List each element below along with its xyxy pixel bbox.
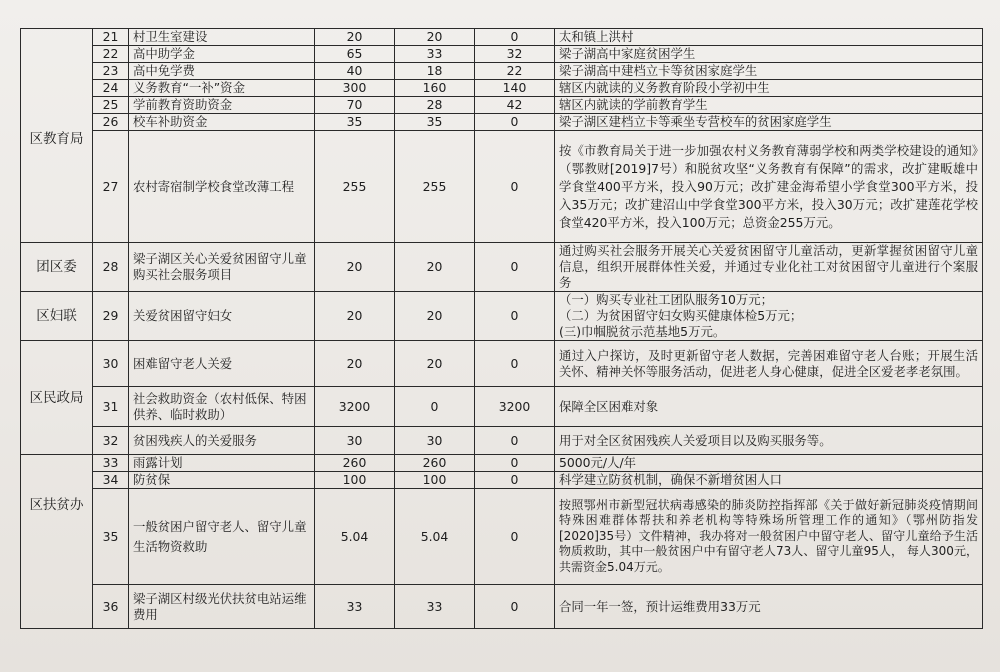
note-text: 梁子湖区建档立卡等乘坐专营校车的贫困家庭学生	[555, 114, 983, 131]
note-text: 按照鄂州市新型冠状病毒感染的肺炎防控指挥部《关于做好新冠肺炎疫情期间特殊困难群体帮扶和养老机构等特殊场所管理工作的通知》（鄂州防指发[2020]35号）文件精神，我办将对一般贫困户中留守老人、留守儿童给予生活物质救助，其中一般贫困户中有留守老人73人、留守儿童95人， 每人300元，共需资金5.04万元。	[555, 489, 983, 585]
total-amount: 260	[315, 455, 395, 472]
row-number: 32	[93, 427, 129, 455]
amount-col2: 0	[475, 29, 555, 46]
table-row	[21, 472, 983, 489]
dept-cell-civil-affairs	[21, 341, 93, 455]
row-number: 30	[93, 341, 129, 387]
row-number: 21	[93, 29, 129, 46]
amount-col2: 0	[475, 292, 555, 341]
row-number: 26	[93, 114, 129, 131]
total-amount: 5.04	[315, 489, 395, 585]
table-row	[21, 341, 983, 387]
row-number: 31	[93, 387, 129, 427]
note-text: 合同一年一签，预计运维费用33万元	[555, 585, 983, 629]
total-amount: 33	[315, 585, 395, 629]
item-name: 高中助学金	[129, 46, 315, 63]
amount-col1: 28	[395, 97, 475, 114]
item-name: 关爱贫困留守妇女	[129, 292, 315, 341]
total-amount: 20	[315, 341, 395, 387]
amount-col2: 0	[475, 472, 555, 489]
note-line: (三)巾帼脱贫示范基地5万元。	[559, 324, 726, 339]
amount-col2: 0	[475, 585, 555, 629]
total-amount: 70	[315, 97, 395, 114]
dept-label: 区扶贫办	[29, 497, 84, 513]
amount-col2: 0	[475, 114, 555, 131]
total-amount: 300	[315, 80, 395, 97]
row-number: 22	[93, 46, 129, 63]
amount-col1: 20	[395, 292, 475, 341]
amount-col1: 20	[395, 243, 475, 292]
dept-cell-poverty-office	[21, 455, 93, 629]
dept-label: 团区委	[36, 259, 77, 275]
note-line: （二）为贫困留守妇女购买健康体检5万元；	[559, 308, 803, 323]
row-number: 27	[93, 131, 129, 243]
note-text: 保障全区困难对象	[555, 387, 983, 427]
amount-col2: 0	[475, 243, 555, 292]
item-name: 梁子湖区关心关爱贫困留守儿童购买社会服务项目	[129, 243, 315, 292]
note-text: 5000元/人/年	[555, 455, 983, 472]
table-row	[21, 292, 983, 341]
table-row	[21, 131, 983, 243]
note-text: 太和镇上洪村	[555, 29, 983, 46]
table-row	[21, 489, 983, 585]
total-amount: 65	[315, 46, 395, 63]
note-text: 梁子湖高中建档立卡等贫困家庭学生	[555, 63, 983, 80]
table-row	[21, 585, 983, 629]
amount-col2: 32	[475, 46, 555, 63]
item-name: 困难留守老人关爱	[129, 341, 315, 387]
amount-col1: 255	[395, 131, 475, 243]
item-name: 防贫保	[129, 472, 315, 489]
amount-col2: 0	[475, 455, 555, 472]
total-amount: 20	[315, 292, 395, 341]
note-text: 通过购买社会服务开展关心关爱贫困留守儿童活动，更新掌握贫困留守儿童信息，组织开展群体性关爱，并通过专业化社工对贫困留守儿童进行个案服务	[555, 243, 983, 292]
total-amount: 40	[315, 63, 395, 80]
row-number: 25	[93, 97, 129, 114]
total-amount: 20	[315, 29, 395, 46]
row-number: 23	[93, 63, 129, 80]
row-number: 28	[93, 243, 129, 292]
note-text: 通过入户探访，及时更新留守老人数据，完善困难留守老人台账；开展生活关怀、精神关怀等服务活动，促进老人身心健康，促进全区爱老孝老氛围。	[555, 341, 983, 387]
amount-col1: 20	[395, 29, 475, 46]
item-name: 农村寄宿制学校食堂改薄工程	[129, 131, 315, 243]
funding-table	[20, 28, 983, 629]
item-name: 高中免学费	[129, 63, 315, 80]
table-row	[21, 80, 983, 97]
amount-col2: 0	[475, 131, 555, 243]
note-text: 梁子湖高中家庭贫困学生	[555, 46, 983, 63]
amount-col1: 33	[395, 46, 475, 63]
note-text: 辖区内就读的学前教育学生	[555, 97, 983, 114]
table-row	[21, 63, 983, 80]
note-text: 科学建立防贫机制，确保不新增贫困人口	[555, 472, 983, 489]
amount-col1: 20	[395, 341, 475, 387]
row-number: 36	[93, 585, 129, 629]
amount-col1: 35	[395, 114, 475, 131]
table-row	[21, 114, 983, 131]
row-number: 35	[93, 489, 129, 585]
row-number: 29	[93, 292, 129, 341]
amount-col2: 0	[475, 489, 555, 585]
item-name: 校车补助资金	[129, 114, 315, 131]
amount-col1: 30	[395, 427, 475, 455]
amount-col1: 100	[395, 472, 475, 489]
amount-col2: 0	[475, 427, 555, 455]
amount-col2: 42	[475, 97, 555, 114]
note-list	[555, 292, 983, 341]
amount-col2: 3200	[475, 387, 555, 427]
item-name: 学前教育资助资金	[129, 97, 315, 114]
item-name: 一般贫困户留守老人、留守儿童生活物资救助	[129, 489, 315, 585]
table-row	[21, 97, 983, 114]
item-name: 贫困残疾人的关爱服务	[129, 427, 315, 455]
amount-col2: 140	[475, 80, 555, 97]
total-amount: 100	[315, 472, 395, 489]
row-number: 34	[93, 472, 129, 489]
row-number: 24	[93, 80, 129, 97]
dept-cell-youth-league	[21, 243, 93, 292]
item-name: 义务教育“一补”资金	[129, 80, 315, 97]
amount-col1: 33	[395, 585, 475, 629]
note-text: 用于对全区贫困残疾人关爱项目以及购买服务等。	[555, 427, 983, 455]
item-name: 梁子湖区村级光伏扶贫电站运维费用	[129, 585, 315, 629]
dept-label: 区教育局	[29, 131, 84, 147]
dept-label: 区民政局	[29, 389, 84, 406]
table-row	[21, 427, 983, 455]
table-row	[21, 243, 983, 292]
note-text: 按《市教育局关于进一步加强农村义务教育薄弱学校和两类学校建设的通知》（鄂教财[2019]7号）和脱贫攻坚“义务教育有保障”的需求，改扩建畈雄中学食堂400平方米，投入90万元；改扩建金海希望小学食堂300平方米，投入35万元；改扩建沼山中学食堂300平方米，投入30万元；改扩建莲花学校食堂420平方米，投入100万元；总资金255万元。	[555, 131, 983, 243]
dept-cell-education	[21, 29, 93, 243]
note-text: 辖区内就读的义务教育阶段小学初中生	[555, 80, 983, 97]
note-line: （一）购买专业社工团队服务10万元；	[559, 292, 774, 307]
table-row	[21, 387, 983, 427]
amount-col1: 5.04	[395, 489, 475, 585]
amount-col1: 160	[395, 80, 475, 97]
item-name: 村卫生室建设	[129, 29, 315, 46]
item-name: 雨露计划	[129, 455, 315, 472]
table-row	[21, 46, 983, 63]
total-amount: 35	[315, 114, 395, 131]
table-row	[21, 29, 983, 46]
item-name: 社会救助资金（农村低保、特困供养、临时救助）	[129, 387, 315, 427]
total-amount: 255	[315, 131, 395, 243]
table-row	[21, 455, 983, 472]
total-amount: 20	[315, 243, 395, 292]
amount-col1: 260	[395, 455, 475, 472]
amount-col2: 22	[475, 63, 555, 80]
amount-col1: 18	[395, 63, 475, 80]
amount-col1: 0	[395, 387, 475, 427]
dept-cell-womens-fed	[21, 292, 93, 341]
amount-col2: 0	[475, 341, 555, 387]
row-number: 33	[93, 455, 129, 472]
total-amount: 3200	[315, 387, 395, 427]
dept-label: 区妇联	[36, 308, 77, 324]
total-amount: 30	[315, 427, 395, 455]
